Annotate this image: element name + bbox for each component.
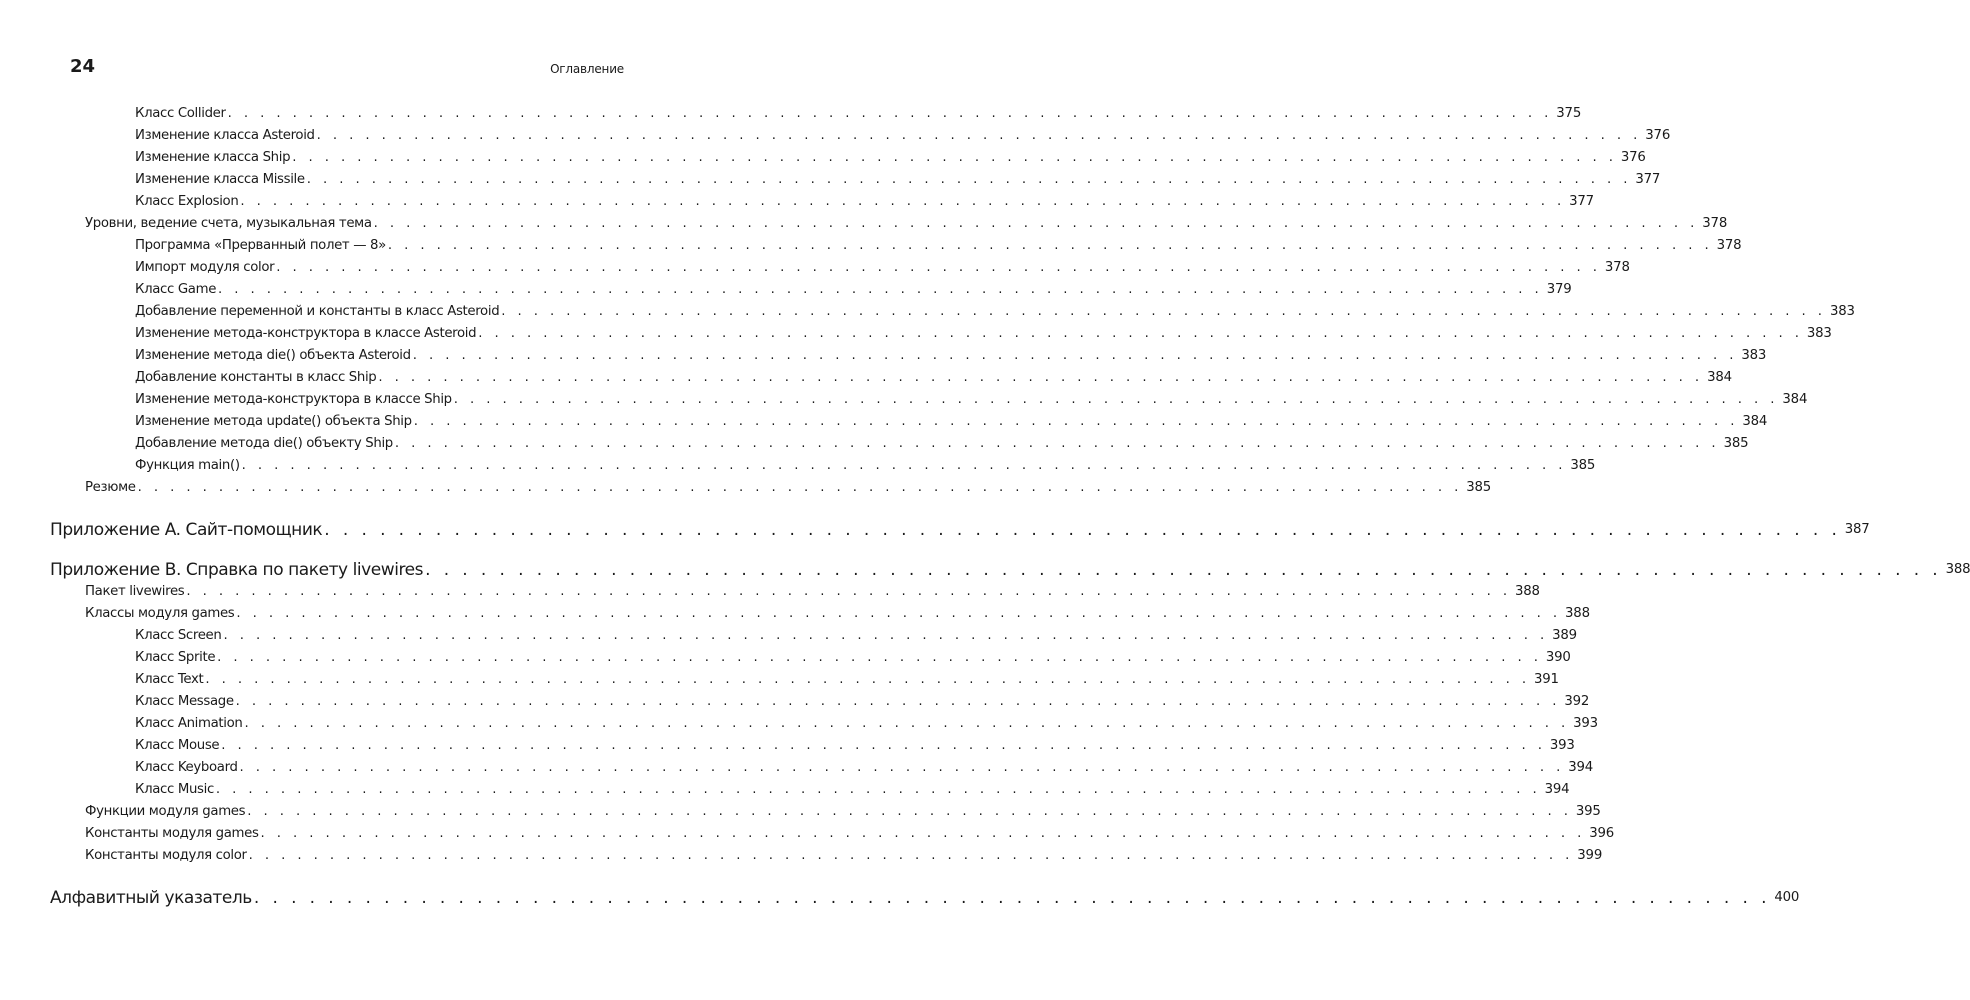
- toc-entry-page: 391: [1533, 672, 1559, 687]
- toc-entry-title: Класс Text: [135, 672, 204, 687]
- toc-entry-class-screen[interactable]: [135, 623, 1577, 645]
- toc-entry-index[interactable]: [50, 883, 1800, 909]
- toc-entry-games-classes[interactable]: [85, 601, 1590, 623]
- toc-entry-title: Константы модуля games: [85, 826, 259, 841]
- leader-dots: . . . . . . . . . . . . . . . . . . . . . . . . . . . . . . . . . . . . . . . . . . . . . . . . . . . . . . . . . . . . . . . . . . . . . . . . . . . . . . . . . .: [239, 760, 1565, 775]
- toc-entry-change-constructor-asteroid[interactable]: [135, 321, 1832, 343]
- toc-entry-appendix-a[interactable]: [50, 515, 1870, 541]
- toc-entry-class-text[interactable]: [135, 667, 1559, 689]
- toc-entry-title: Функции модуля games: [85, 804, 246, 819]
- toc-entry-page: 384: [1707, 370, 1732, 385]
- toc-entry-class-music[interactable]: [135, 777, 1570, 799]
- toc-entry-title: Классы модуля games: [85, 606, 235, 621]
- toc-entry-title: Добавление переменной и константы в класс Asteroid: [135, 304, 500, 319]
- toc-entry-title: Изменение метода-конструктора в классе Ship: [135, 392, 452, 407]
- toc-entry-page: 390: [1545, 650, 1571, 665]
- toc-entry-color-constants[interactable]: [85, 843, 1603, 865]
- leader-dots: . . . . . . . . . . . . . . . . . . . . . . . . . . . . . . . . . . . . . . . . . . . . . . . . . . . . . . . . . . . . . . . . . . . . . . . . . . . . . . . . . .: [453, 392, 1779, 407]
- toc-entry-games-functions[interactable]: [85, 799, 1601, 821]
- toc-entry-title: Изменение метода die() объекта Asteroid: [135, 348, 411, 363]
- toc-entry-add-var-const-asteroid[interactable]: [135, 299, 1855, 321]
- toc-entry-title: Класс Music: [135, 782, 214, 797]
- leader-dots: . . . . . . . . . . . . . . . . . . . . . . . . . . . . . . . . . . . . . . . . . . . . . . . . . . . . . . . . . . . . . . . . . . . . . . . . . . . . . . . . . .: [221, 738, 1546, 753]
- toc-entry-page: 389: [1552, 628, 1577, 643]
- leader-dots: . . . . . . . . . . . . . . . . . . . . . . . . . . . . . . . . . . . . . . . . . . . . . . . . . . . . . . . . . . . . . . . . . . . . . . . . . . . . . . . . . .: [223, 628, 1549, 643]
- leader-dots: . . . . . . . . . . . . . . . . . . . . . . . . . . . . . . . . . . . . . . . . . . . . . . . . . . . . . . . . . . . . . . . . . . . . . . . . . . . . . . . . . .: [413, 414, 1739, 429]
- toc-entry-appendix-b[interactable]: [50, 555, 1970, 581]
- toc-entry-page: 378: [1716, 238, 1742, 253]
- toc-entry-title: Класс Keyboard: [135, 760, 238, 775]
- leader-dots: . . . . . . . . . . . . . . . . . . . . . . . . . . . . . . . . . . . . . . . . . . . . . . . . . . . . . . . . . . . . . . . . . . . . . . . . . . . . . . . . . .: [387, 238, 1713, 253]
- toc-entry-change-update-ship[interactable]: [135, 409, 1768, 431]
- leader-dots: . . . . . . . . . . . . . . . . . . . . . . . . . . . . . . . . . . . . . . . . . . . . . . . . . . . . . . . . . . . . . . . . . . . . . . . . . . . . . . . . . .: [248, 848, 1574, 863]
- toc-entry-title: Класс Sprite: [135, 650, 216, 665]
- toc-entry-page: 395: [1575, 804, 1601, 819]
- toc-entry-title: Добавление константы в класс Ship: [135, 370, 377, 385]
- leader-dots: . . . . . . . . . . . . . . . . . . . . . . . . . . . . . . . . . . . . . . . . . . . . . . . . . . . . . . . . . . . . . . . . . . . . . . . . . . . . . . . . . .: [236, 606, 1562, 621]
- toc-entry-levels-score-music[interactable]: [85, 211, 1728, 233]
- toc-entry-page: 377: [1635, 172, 1661, 187]
- toc-entry-title: Добавление метода die() объекту Ship: [135, 436, 393, 451]
- leader-dots: . . . . . . . . . . . . . . . . . . . . . . . . . . . . . . . . . . . . . . . . . . . . . . . . . . . . . . . . . . . . . . . . . . . . . . . . . . . . . . . . . .: [316, 128, 1642, 143]
- toc-entry-page: 392: [1564, 694, 1590, 709]
- toc-entry-class-mouse[interactable]: [135, 733, 1575, 755]
- leader-dots: . . . . . . . . . . . . . . . . . . . . . . . . . . . . . . . . . . . . . . . . . . . . . . . . . . . . . . . . . . . . . . . . . . . . . . . . . . . . . . . . . .: [241, 458, 1567, 473]
- toc-entry-title: Функция main(): [135, 458, 240, 473]
- toc-entry-title: Класс Screen: [135, 628, 222, 643]
- toc-entry-page: 399: [1577, 848, 1603, 863]
- leader-dots: . . . . . . . . . . . . . . . . . . . . . . . . . . . . . . . . . . . . . . . . . . . . . . . . . . . . . . . . . . . . . . . . . . . . . . . . . . . . . . . . . .: [394, 436, 1720, 451]
- toc-entry-page: 376: [1645, 128, 1671, 143]
- toc-entry-title: Изменение класса Asteroid: [135, 128, 315, 143]
- toc-entry-title: Изменение метода update() объекта Ship: [135, 414, 412, 429]
- toc-entry-summary[interactable]: [85, 475, 1492, 497]
- leader-dots: . . . . . . . . . . . . . . . . . . . . . . . . . . . . . . . . . . . . . . . . . . . . . . . . . . . . . . . . . . . . . . . . . . . . . . . . . . . . . . . . . .: [247, 804, 1572, 819]
- toc-entry-page: 383: [1829, 304, 1855, 319]
- leader-dots: . . . . . . . . . . . . . . . . . . . . . . . . . . . . . . . . . . . . . . . . . . . . . . . . . . . . . . . . . . . . . . . . . . . . . . . . . . . . . . . . . .: [186, 584, 1512, 599]
- toc-entry-title: Изменение метода-конструктора в классе Asteroid: [135, 326, 477, 341]
- toc-entry-class-collider[interactable]: [135, 101, 1582, 123]
- toc-entry-page: 388: [1945, 562, 1970, 577]
- leader-dots: . . . . . . . . . . . . . . . . . . . . . . . . . . . . . . . . . . . . . . . . . . . . . . . . . . . . . . . . . . . . . . . . . . . . . . . . . . . . . . . . . .: [215, 782, 1541, 797]
- toc-entry-class-message[interactable]: [135, 689, 1590, 711]
- toc-entry-title: Приложение A. Сайт-помощник: [50, 520, 323, 540]
- toc-entry-page: 387: [1844, 522, 1870, 537]
- running-header: Оглавление: [550, 62, 624, 76]
- leader-dots: . . . . . . . . . . . . . . . . . . . . . . . . . . . . . . . . . . . . . . . . . . . . . . . . . . . . . . . . . . . . . . . . . . . . . . . . . . . . . . . . . .: [373, 216, 1699, 231]
- toc-entry-page: 378: [1604, 260, 1630, 275]
- toc-entry-page: 394: [1568, 760, 1593, 775]
- toc-entry-title: Приложение B. Справка по пакету livewires: [50, 560, 424, 580]
- leader-dots: . . . . . . . . . . . . . . . . . . . . . . . . . . . . . . . . . . . . . . . . . . . . . . . . . . . . . . . . . . . . . . . . . . . . . . . . . . . . . . . . . .: [205, 672, 1530, 687]
- toc-entry-program-interrupted-flight-8[interactable]: [135, 233, 1742, 255]
- toc-entry-title: Пакет livewires: [85, 584, 185, 599]
- leader-dots: . . . . . . . . . . . . . . . . . . . . . . . . . . . . . . . . . . . . . . . . . . . . . . . . . . . . . . . . . . . . . . . . . . . . . . . . . . . . . . . . . .: [276, 260, 1601, 275]
- toc-entry-class-explosion[interactable]: [135, 189, 1594, 211]
- toc-entry-add-const-ship[interactable]: [135, 365, 1732, 387]
- toc-entry-change-missile[interactable]: [135, 167, 1661, 189]
- toc-entry-page: 388: [1515, 584, 1540, 599]
- leader-dots: . . . . . . . . . . . . . . . . . . . . . . . . . . . . . . . . . . . . . . . . . . . . . . . . . . . . . . . . . . . . . . . . . . . . . . . . . . . . . . . . . .: [292, 150, 1617, 165]
- leader-dots: . . . . . . . . . . . . . . . . . . . . . . . . . . . . . . . . . . . . . . . . . . . . . . . . . . . . . . . . . . . . . . . . . . . . . . . . . . . . . . . . . .: [240, 194, 1566, 209]
- toc-entry-page: 375: [1556, 106, 1582, 121]
- toc-entry-page: 383: [1806, 326, 1832, 341]
- toc-entry-page: 384: [1782, 392, 1808, 407]
- leader-dots: . . . . . . . . . . . . . . . . . . . . . . . . . . . . . . . . . . . . . . . . . . . . . . . . . . . . . . . . . . . . . . . . . . . . . . . . . . . . . . . . . .: [137, 480, 1463, 495]
- leader-dots: . . . . . . . . . . . . . . . . . . . . . . . . . . . . . . . . . . . . . . . . . . . . . . . . . . . . . . . . . . . . . . . . . . . . . . . . . . . . . . . . . .: [324, 520, 1841, 540]
- toc-entry-title: Класс Animation: [135, 716, 243, 731]
- toc-entry-title: Уровни, ведение счета, музыкальная тема: [85, 216, 372, 231]
- toc-entry-page: 383: [1741, 348, 1767, 363]
- toc-entry-page: 400: [1774, 890, 1800, 905]
- leader-dots: . . . . . . . . . . . . . . . . . . . . . . . . . . . . . . . . . . . . . . . . . . . . . . . . . . . . . . . . . . . . . . . . . . . . . . . . . . . . . . . . . .: [378, 370, 1704, 385]
- toc-entry-class-animation[interactable]: [135, 711, 1598, 733]
- leader-dots: . . . . . . . . . . . . . . . . . . . . . . . . . . . . . . . . . . . . . . . . . . . . . . . . . . . . . . . . . . . . . . . . . . . . . . . . . . . . . . . . . .: [412, 348, 1738, 363]
- toc-entry-change-asteroid[interactable]: [135, 123, 1671, 145]
- toc-entry-games-constants[interactable]: [85, 821, 1614, 843]
- toc-entry-change-ship[interactable]: [135, 145, 1646, 167]
- toc-entry-title: Класс Collider: [135, 106, 226, 121]
- leader-dots: . . . . . . . . . . . . . . . . . . . . . . . . . . . . . . . . . . . . . . . . . . . . . . . . . . . . . . . . . . . . . . . . . . . . . . . . . . . . . . . . . .: [260, 826, 1586, 841]
- leader-dots: . . . . . . . . . . . . . . . . . . . . . . . . . . . . . . . . . . . . . . . . . . . . . . . . . . . . . . . . . . . . . . . . . . . . . . . . . . . . . . . . . .: [425, 560, 1942, 580]
- leader-dots: . . . . . . . . . . . . . . . . . . . . . . . . . . . . . . . . . . . . . . . . . . . . . . . . . . . . . . . . . . . . . . . . . . . . . . . . . . . . . . . . . .: [227, 106, 1553, 121]
- toc-entry-title: Класс Explosion: [135, 194, 239, 209]
- toc-entry-page: 379: [1546, 282, 1572, 297]
- toc-entry-class-keyboard[interactable]: [135, 755, 1593, 777]
- toc-entry-change-die-asteroid[interactable]: [135, 343, 1767, 365]
- toc-entry-title: Изменение класса Ship: [135, 150, 291, 165]
- toc-entry-page: 396: [1589, 826, 1614, 841]
- toc-entry-title: Класс Message: [135, 694, 234, 709]
- toc-entry-change-constructor-ship[interactable]: [135, 387, 1808, 409]
- toc-entry-add-die-ship[interactable]: [135, 431, 1749, 453]
- toc-entry-import-color[interactable]: [135, 255, 1630, 277]
- leader-dots: . . . . . . . . . . . . . . . . . . . . . . . . . . . . . . . . . . . . . . . . . . . . . . . . . . . . . . . . . . . . . . . . . . . . . . . . . . . . . . . . . .: [244, 716, 1570, 731]
- toc-entry-title: Класс Mouse: [135, 738, 220, 753]
- toc-entry-title: Программа «Прерванный полет — 8»: [135, 238, 386, 253]
- toc-entry-page: 385: [1466, 480, 1492, 495]
- toc-entry-title: Константы модуля color: [85, 848, 247, 863]
- toc-entry-page: 393: [1549, 738, 1575, 753]
- leader-dots: . . . . . . . . . . . . . . . . . . . . . . . . . . . . . . . . . . . . . . . . . . . . . . . . . . . . . . . . . . . . . . . . . . . . . . . . . . . . . . . . . .: [253, 888, 1771, 908]
- toc-entry-page: 385: [1570, 458, 1596, 473]
- toc-entry-page: 376: [1620, 150, 1646, 165]
- leader-dots: . . . . . . . . . . . . . . . . . . . . . . . . . . . . . . . . . . . . . . . . . . . . . . . . . . . . . . . . . . . . . . . . . . . . . . . . . . . . . . . . . .: [306, 172, 1632, 187]
- toc-entry-title: Импорт модуля color: [135, 260, 275, 275]
- toc-entry-class-sprite[interactable]: [135, 645, 1571, 667]
- toc-entry-page: 393: [1573, 716, 1598, 731]
- leader-dots: . . . . . . . . . . . . . . . . . . . . . . . . . . . . . . . . . . . . . . . . . . . . . . . . . . . . . . . . . . . . . . . . . . . . . . . . . . . . . . . . . .: [501, 304, 1826, 319]
- page-number: 24: [70, 56, 96, 77]
- toc-entry-function-main[interactable]: [135, 453, 1596, 475]
- toc-entry-livewires-package[interactable]: [85, 579, 1540, 601]
- toc-entry-page: 377: [1569, 194, 1594, 209]
- toc-entry-page: 378: [1702, 216, 1728, 231]
- leader-dots: . . . . . . . . . . . . . . . . . . . . . . . . . . . . . . . . . . . . . . . . . . . . . . . . . . . . . . . . . . . . . . . . . . . . . . . . . . . . . . . . . .: [218, 282, 1543, 297]
- toc-entry-title: Изменение класса Missile: [135, 172, 305, 187]
- toc-entry-title: Резюме: [85, 480, 136, 495]
- toc-entry-title: Класс Game: [135, 282, 217, 297]
- leader-dots: . . . . . . . . . . . . . . . . . . . . . . . . . . . . . . . . . . . . . . . . . . . . . . . . . . . . . . . . . . . . . . . . . . . . . . . . . . . . . . . . . .: [217, 650, 1542, 665]
- toc-entry-page: 394: [1544, 782, 1570, 797]
- leader-dots: . . . . . . . . . . . . . . . . . . . . . . . . . . . . . . . . . . . . . . . . . . . . . . . . . . . . . . . . . . . . . . . . . . . . . . . . . . . . . . . . . .: [235, 694, 1561, 709]
- toc-entry-page: 388: [1565, 606, 1590, 621]
- toc-entry-page: 385: [1723, 436, 1749, 451]
- leader-dots: . . . . . . . . . . . . . . . . . . . . . . . . . . . . . . . . . . . . . . . . . . . . . . . . . . . . . . . . . . . . . . . . . . . . . . . . . . . . . . . . . .: [478, 326, 1803, 341]
- toc-entry-page: 384: [1742, 414, 1768, 429]
- toc-entry-title: Алфавитный указатель: [50, 888, 252, 908]
- toc-entry-class-game[interactable]: [135, 277, 1572, 299]
